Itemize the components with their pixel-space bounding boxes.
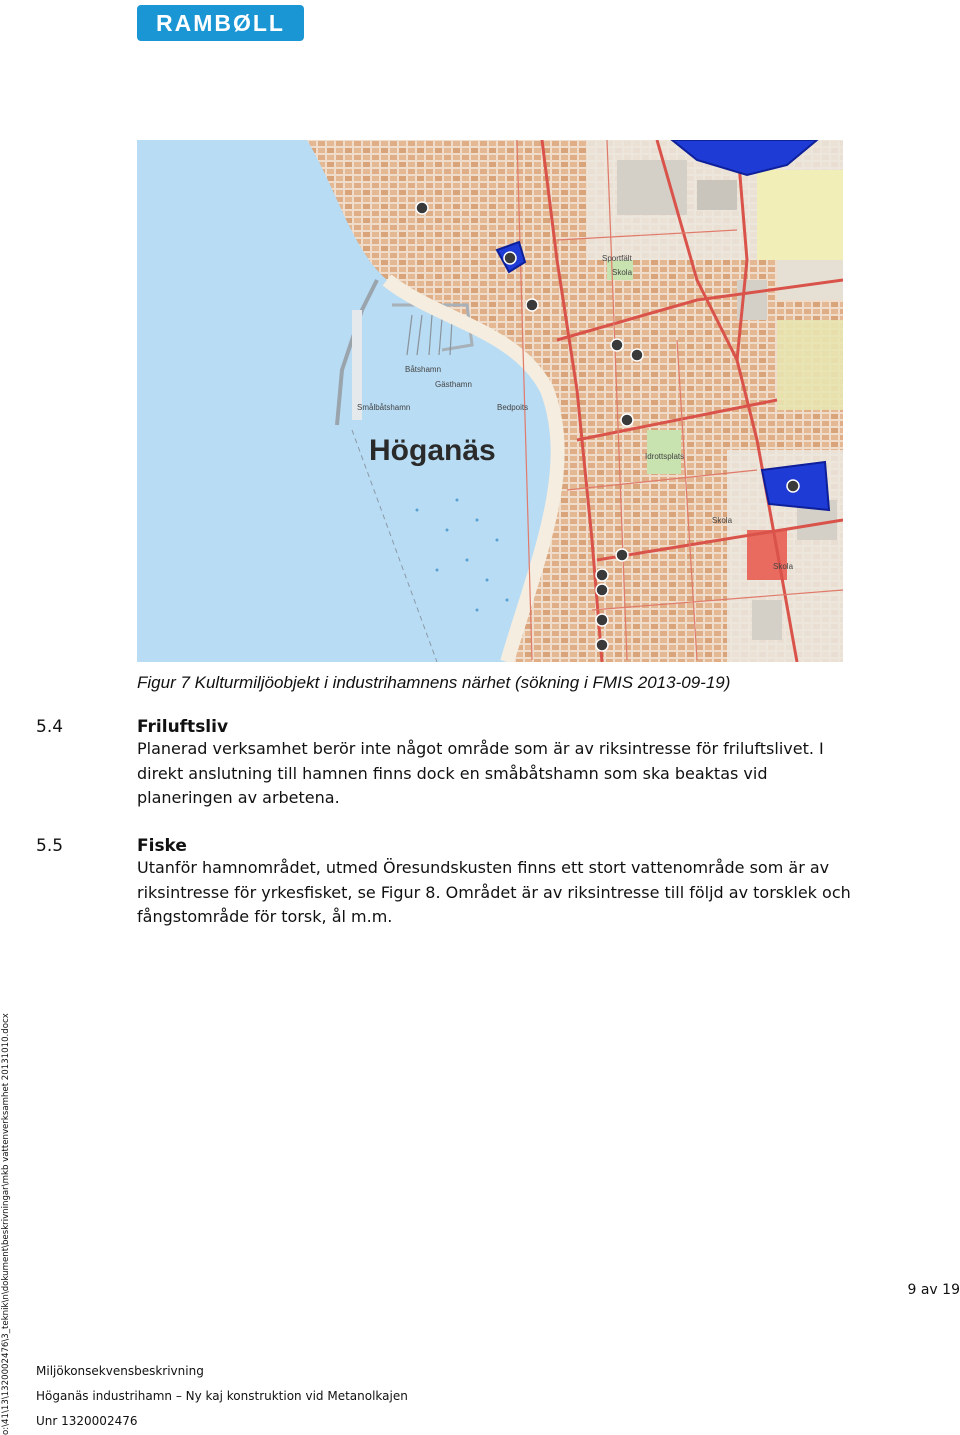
place-label: Skola [773, 562, 794, 571]
footer-doc-type: Miljökonsekvensbeskrivning [36, 1364, 204, 1378]
ramboll-logo: RAMBØLL [137, 5, 304, 41]
map-graphic [137, 140, 843, 662]
section-number: 5.4 [36, 717, 64, 737]
place-label: Skola [612, 268, 633, 277]
side-file-path: o:\41\13\1320002476\3_teknik\n\dokument\beskrivningar\mkb vattenverksamhet 20131010.docx [1, 1013, 11, 1435]
place-label: Båtshamn [405, 365, 442, 374]
figure-caption: Figur 7 Kulturmiljöobjekt i industrihamnens närhet (sökning i FMIS 2013-09-19) [137, 673, 731, 692]
place-label: Skola [712, 516, 733, 525]
footer-project: Höganäs industrihamn – Ny kaj konstruktion vid Metanolkajen [36, 1389, 408, 1403]
place-label: Sportfält [602, 254, 632, 263]
section-title: Fiske [137, 836, 187, 856]
map-town-label: Höganäs [369, 434, 496, 467]
place-label: Idrottsplats [645, 452, 685, 461]
place-label: Smålbåtshamn [357, 403, 411, 412]
page-number: 9 av 19 [907, 1282, 960, 1298]
section-number: 5.5 [36, 836, 64, 856]
footer-unr: Unr 1320002476 [36, 1414, 138, 1428]
place-label: Gästhamn [435, 380, 472, 389]
section-body: Planerad verksamhet berör inte något område som är av riksintresse för friluftslivet. I direkt anslutning till hamnen finns dock en småbåtshamn som ska beaktas vid planeringen av arbetena. [137, 739, 824, 807]
section-body: Utanför hamnområdet, utmed Öresundskusten finns ett stort vattenområde som är av riksintresse för yrkesfisket, se Figur 8. Området är av riksintresse till följd av torsklek och fångstområde för torsk, ål m.m. [137, 858, 851, 926]
map-figure [137, 140, 843, 662]
place-label: Bedpoits [497, 403, 529, 412]
section-title: Friluftsliv [137, 717, 229, 737]
